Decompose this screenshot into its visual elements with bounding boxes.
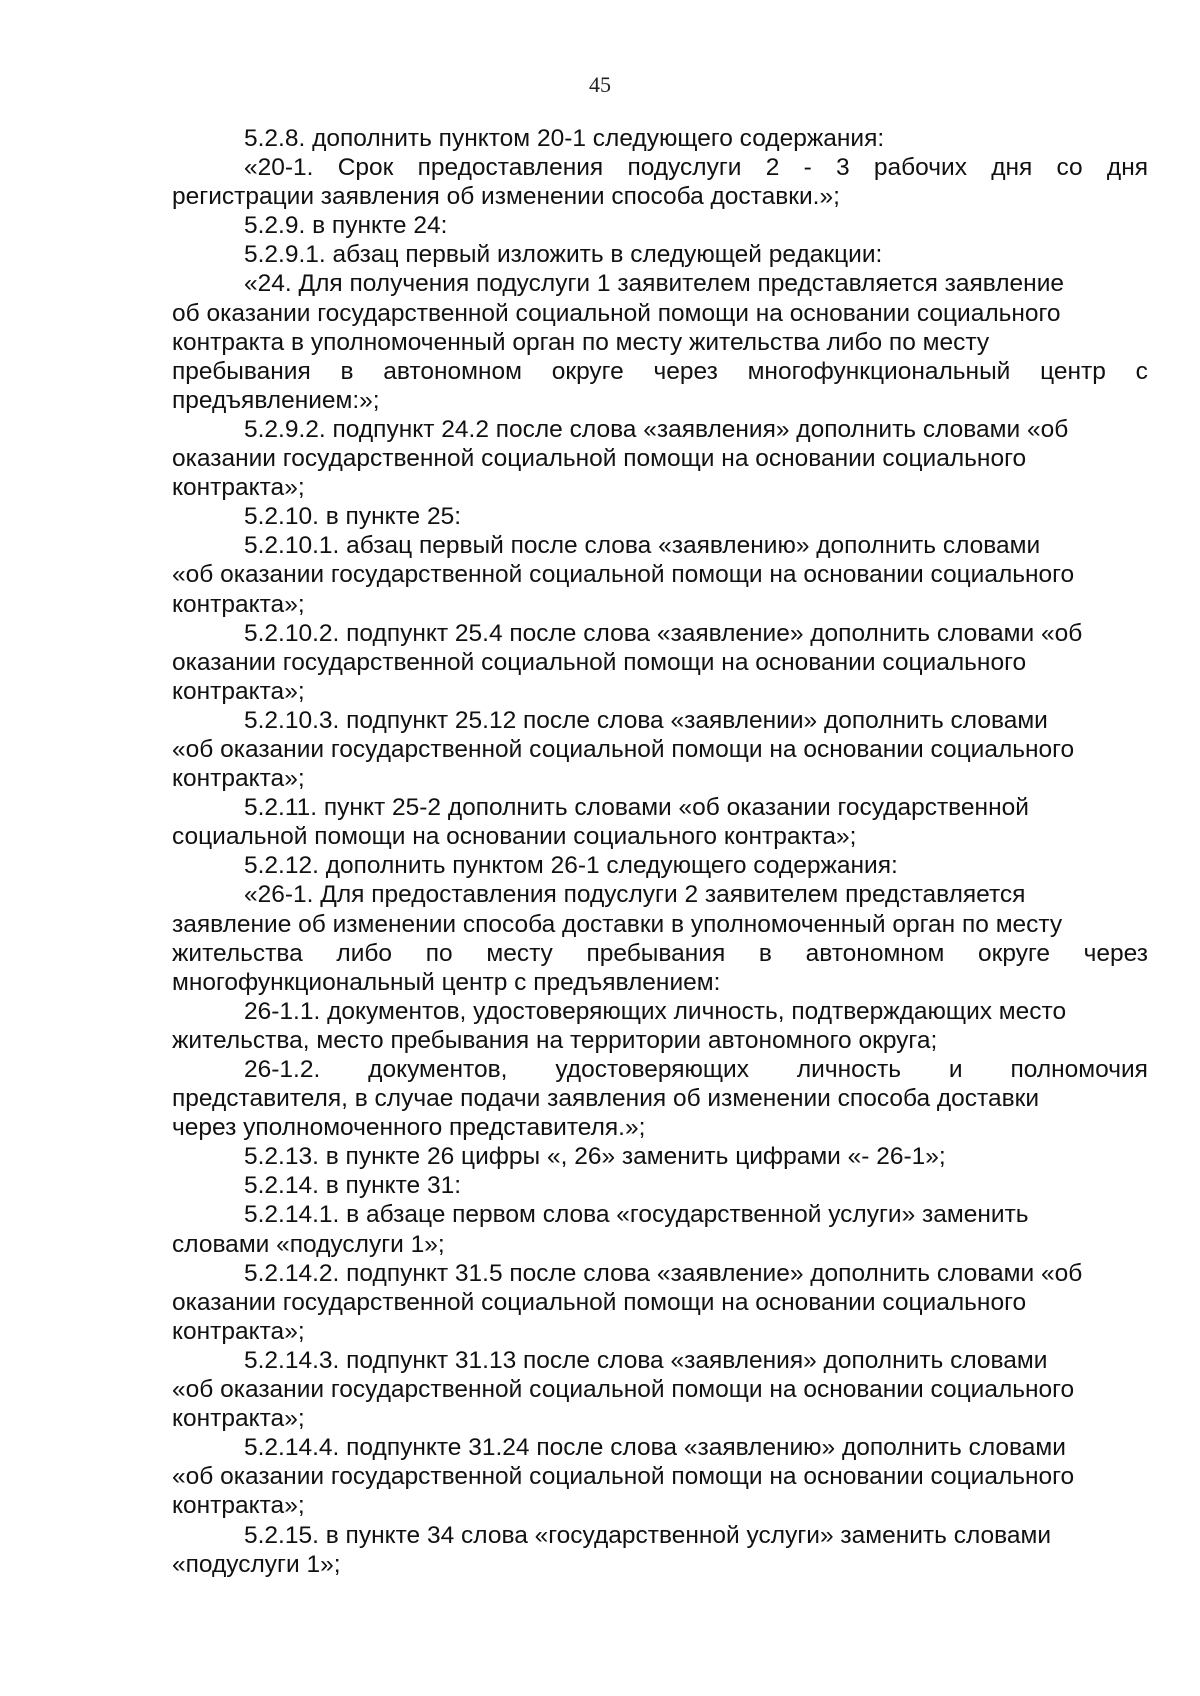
word: округе <box>978 939 1050 967</box>
word: «20-1. <box>244 154 314 182</box>
word: предоставления <box>417 154 604 182</box>
text-line: социальной помощи на основании социального контракта»; <box>172 823 857 851</box>
text-line <box>172 153 1148 182</box>
word: автономном <box>383 357 522 385</box>
word: дня <box>1106 154 1148 182</box>
text-line: 5.2.15. в пункте 34 слова «государственной услуги» заменить словами <box>244 1521 1052 1549</box>
text-line: контракта в уполномоченный орган по месту жительства либо по месту <box>172 328 990 356</box>
text-line: 5.2.10. в пункте 25: <box>244 503 462 531</box>
text-line: контракта»; <box>172 765 305 793</box>
text-line: через уполномоченного представителя.»; <box>172 1114 646 1142</box>
word: удостоверяющих <box>555 1056 749 1083</box>
page-number: 45 <box>589 72 611 97</box>
text-line <box>172 357 1148 386</box>
word: через <box>653 357 718 385</box>
word: центр <box>1040 357 1106 385</box>
document-body <box>172 124 1148 1579</box>
word: и <box>948 1056 963 1083</box>
text-line: словами «подуслуги 1»; <box>172 1230 445 1258</box>
text-line: контракта»; <box>172 1317 305 1345</box>
text-line: 5.2.10.1. абзац первый после слова «заявлению» дополнить словами <box>244 532 1041 560</box>
text-line: 5.2.10.2. подпункт 25.4 после слова «заявление» дополнить словами «об <box>244 619 1083 647</box>
text-line: 5.2.9. в пункте 24: <box>244 212 448 240</box>
text-line: «об оказании государственной социальной помощи на основании социального <box>172 561 1075 589</box>
word: дня <box>991 154 1033 182</box>
word: многофункциональный <box>747 357 1011 385</box>
text-line: 5.2.13. в пункте 26 цифры «, 26» заменить цифрами «- 26-1»; <box>244 1143 946 1171</box>
text-line: «об оказании государственной социальной помощи на основании социального <box>172 1376 1075 1404</box>
word: со <box>1056 154 1083 182</box>
word: в <box>758 939 772 967</box>
text-line: «об оказании государственной социальной помощи на основании социального <box>172 735 1075 763</box>
text-line: контракта»; <box>172 1492 305 1520</box>
word: полномочия <box>1010 1056 1148 1083</box>
text-line <box>172 939 1148 968</box>
text-line: 5.2.12. дополнить пунктом 26-1 следующего содержания: <box>244 852 898 880</box>
text-line: регистрации заявления об изменении способа доставки.»; <box>172 183 840 211</box>
text-line: многофункциональный центр с предъявлением: <box>172 968 721 996</box>
word: документов, <box>368 1056 508 1083</box>
text-line: контракта»; <box>172 1405 305 1433</box>
word: жительства <box>172 939 303 967</box>
word: с <box>1135 357 1148 385</box>
word: пребывания <box>586 939 726 967</box>
text-line: оказании государственной социальной помощи на основании социального <box>172 1288 1027 1316</box>
text-line: 5.2.14.3. подпункт 31.13 после слова «заявления» дополнить словами <box>244 1346 1048 1374</box>
text-line: об оказании государственной социальной помощи на основании социального <box>172 299 1061 327</box>
text-line: контракта»; <box>172 677 305 705</box>
text-line: 5.2.10.3. подпункт 25.12 после слова «заявлении» дополнить словами <box>244 706 1048 734</box>
word: 3 <box>836 154 850 182</box>
text-line: «26-1. Для предоставления подуслуги 2 заявителем представляется <box>244 881 1026 909</box>
text-line: 5.2.14.2. подпункт 31.5 после слова «заявление» дополнить словами «об <box>244 1259 1083 1287</box>
word: - <box>803 154 812 182</box>
word: либо <box>336 939 393 967</box>
text-line: 5.2.11. пункт 25-2 дополнить словами «об оказании государственной <box>244 794 1029 822</box>
word: автономном <box>805 939 945 967</box>
text-line: 5.2.14.4. подпункте 31.24 после слова «заявлению» дополнить словами <box>244 1434 1066 1462</box>
word: рабочих <box>873 154 967 182</box>
word: по <box>425 939 453 967</box>
text-line: «24. Для получения подуслуги 1 заявителем представляется заявление <box>244 270 1065 298</box>
word: пребывания <box>172 357 311 385</box>
text-line: оказании государственной социальной помощи на основании социального <box>172 445 1027 473</box>
word: подуслуги <box>627 154 742 182</box>
word: через <box>1083 939 1148 967</box>
text-line: контракта»; <box>172 590 305 618</box>
text-line: представителя, в случае подачи заявления об изменении способа доставки <box>172 1085 1040 1113</box>
text-line: 5.2.14.1. в абзаце первом слова «государственной услуги» заменить <box>244 1201 1029 1229</box>
word: 2 <box>765 154 780 182</box>
text-line: оказании государственной социальной помощи на основании социального <box>172 648 1027 676</box>
word: Срок <box>337 154 394 182</box>
text-line: 26-1.1. документов, удостоверяющих личность, подтверждающих место <box>244 997 1067 1025</box>
word: в <box>340 357 354 385</box>
text-line: «подуслуги 1»; <box>172 1550 341 1578</box>
text-line: 5.2.9.2. подпункт 24.2 после слова «заявления» дополнить словами «об <box>244 415 1069 443</box>
word: личность <box>796 1056 902 1083</box>
text-line: 5.2.8. дополнить пунктом 20-1 следующего содержания: <box>244 125 885 152</box>
text-line: контракта»; <box>172 474 305 502</box>
text-line: «об оказании государственной социальной помощи на основании социального <box>172 1463 1075 1491</box>
text-line: заявление об изменении способа доставки в уполномоченный орган по месту <box>172 910 1063 938</box>
word: месту <box>486 939 553 967</box>
text-line: 5.2.9.1. абзац первый изложить в следующей редакции: <box>244 241 883 269</box>
text-line: жительства, место пребывания на территории автономного округа; <box>172 1026 938 1054</box>
text-line: 5.2.14. в пункте 31: <box>244 1172 462 1200</box>
word: округе <box>551 357 624 385</box>
text-line <box>172 1055 1148 1084</box>
word: 26-1.2. <box>244 1056 321 1083</box>
text-line: предъявлением:»; <box>172 386 380 414</box>
